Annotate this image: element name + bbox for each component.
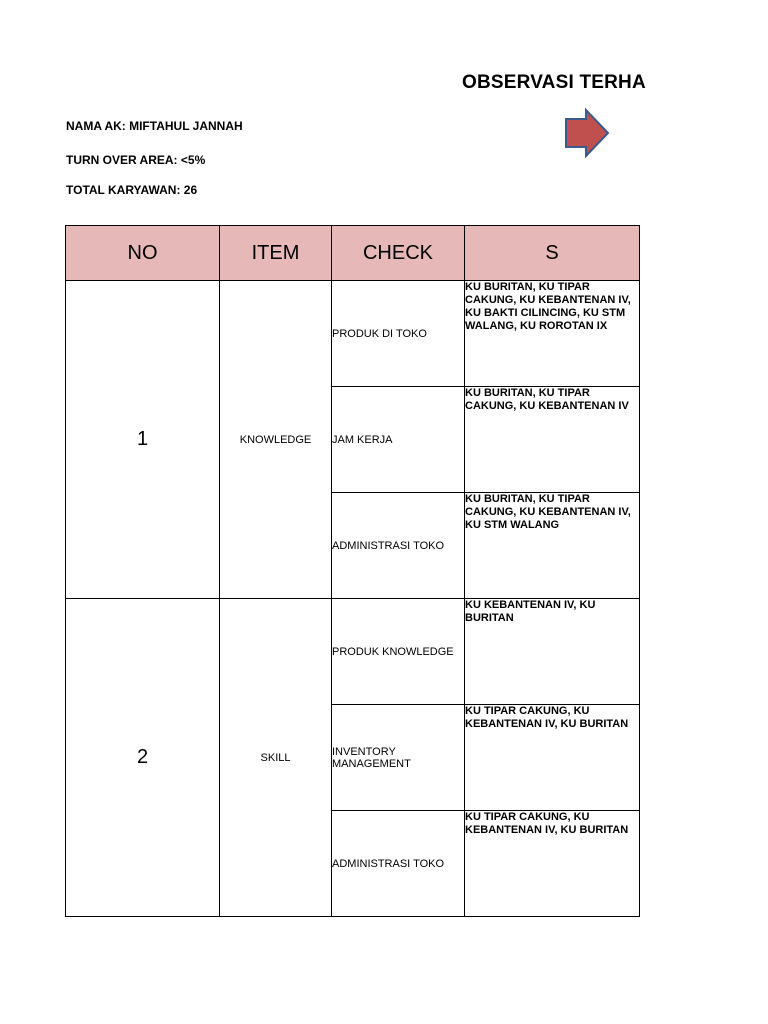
s-cell: KU TIPAR CAKUNG, KU KEBANTENAN IV, KU BURITAN <box>465 705 640 811</box>
item-cell: KNOWLEDGE <box>220 281 332 599</box>
check-cell: JAM KERJA <box>332 387 465 493</box>
header-check: CHECK <box>332 226 465 281</box>
header-item: ITEM <box>220 226 332 281</box>
s-cell: KU BURITAN, KU TIPAR CAKUNG, KU KEBANTENAN IV <box>465 387 640 493</box>
header-s: S <box>465 226 640 281</box>
header-no: NO <box>66 226 220 281</box>
s-cell: KU BURITAN, KU TIPAR CAKUNG, KU KEBANTENAN IV, KU STM WALANG <box>465 493 640 599</box>
s-cell: KU KEBANTENAN IV, KU BURITAN <box>465 599 640 705</box>
check-cell: PRODUK KNOWLEDGE <box>332 599 465 705</box>
turnover-area-label: TURN OVER AREA: <5% <box>66 153 206 167</box>
nama-ak-label: NAMA AK: MIFTAHUL JANNAH <box>66 119 243 133</box>
row-number: 2 <box>66 599 220 917</box>
right-arrow-icon <box>562 107 612 159</box>
table-header-row <box>66 226 640 281</box>
table-row <box>66 599 640 705</box>
s-cell: KU BURITAN, KU TIPAR CAKUNG, KU KEBANTENAN IV, KU BAKTI CILINCING, KU STM WALANG, KU ROROTAN IX <box>465 281 640 387</box>
check-cell: ADMINISTRASI TOKO <box>332 811 465 917</box>
check-cell: INVENTORY MANAGEMENT <box>332 705 465 811</box>
table-row <box>66 281 640 387</box>
page-title: OBSERVASI TERHA <box>462 72 646 93</box>
s-cell: KU TIPAR CAKUNG, KU KEBANTENAN IV, KU BURITAN <box>465 811 640 917</box>
check-cell: ADMINISTRASI TOKO <box>332 493 465 599</box>
check-cell: PRODUK DI TOKO <box>332 281 465 387</box>
item-cell: SKILL <box>220 599 332 917</box>
observation-table <box>65 225 640 917</box>
row-number: 1 <box>66 281 220 599</box>
total-karyawan-label: TOTAL KARYAWAN: 26 <box>66 183 198 197</box>
